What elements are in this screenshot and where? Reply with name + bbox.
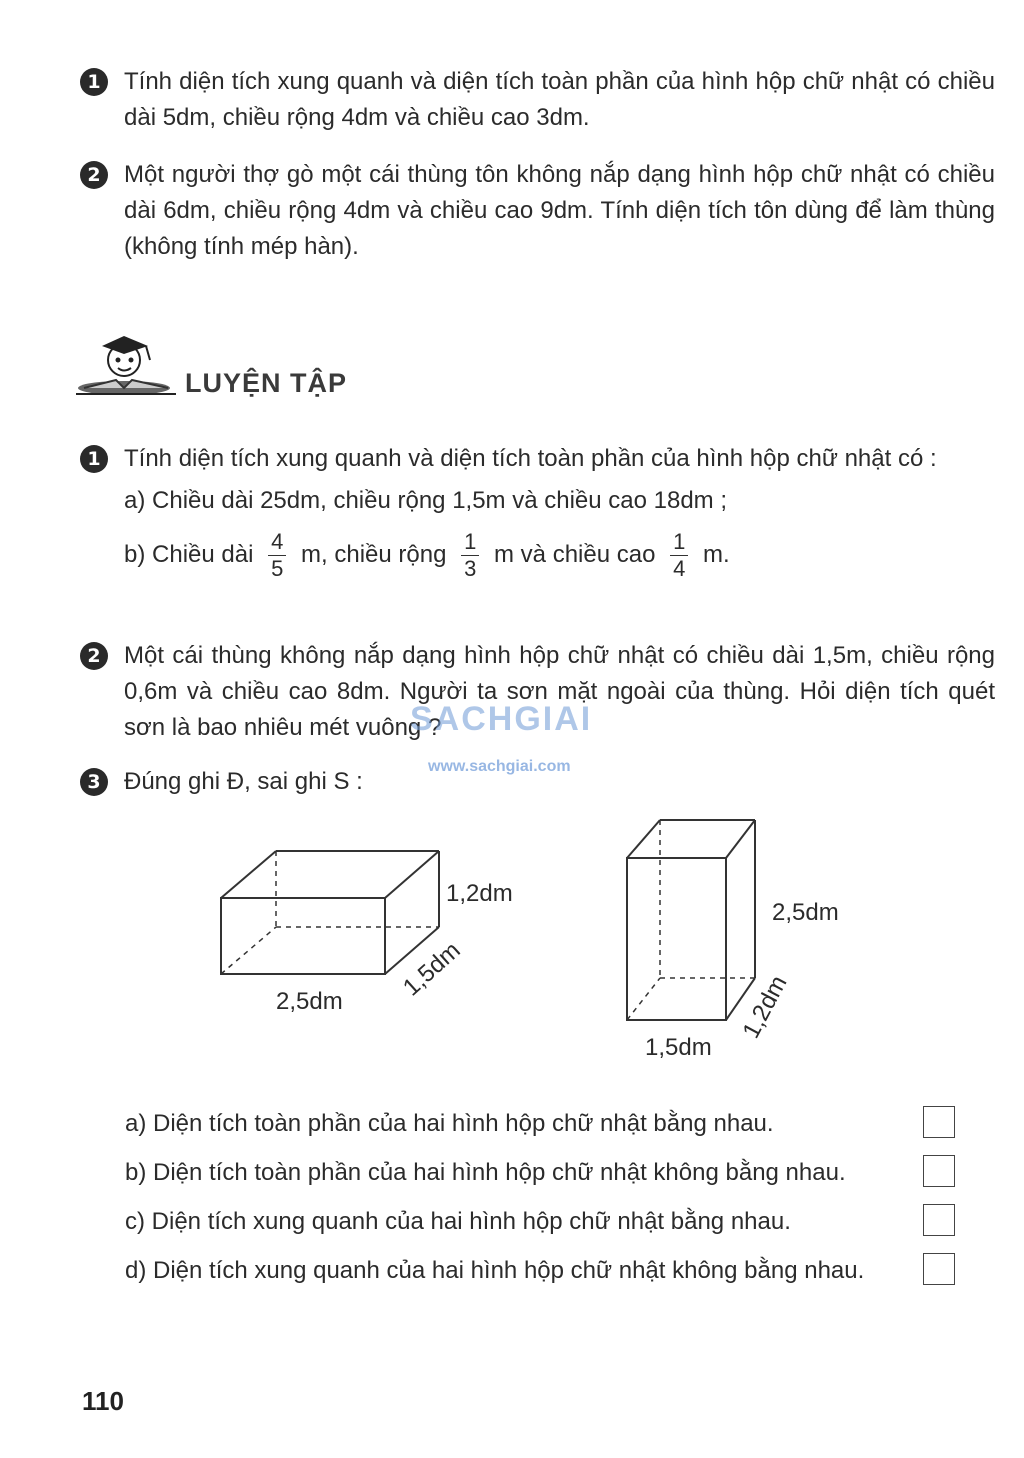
answer-box[interactable] (923, 1204, 955, 1236)
exercise-text: Đúng ghi Đ, sai ghi S : (124, 768, 363, 795)
part-b-suffix: m. (703, 540, 730, 568)
fraction-numerator: 1 (464, 529, 477, 554)
answer-box[interactable] (923, 1106, 955, 1138)
statement-text: a) Diện tích toàn phần của hai hình hộp chữ nhật bằng nhau. (125, 1110, 774, 1137)
figure2-height-label: 2,5dm (772, 899, 839, 926)
statement-row (125, 1153, 955, 1202)
part-b-text-3: m và chiều cao (494, 540, 656, 568)
figure1-width-label: 1,5dm (397, 936, 466, 1002)
watermark-brand: SACHGIAI (410, 700, 593, 738)
answer-box[interactable] (923, 1253, 955, 1285)
fraction-denominator: 5 (268, 555, 286, 582)
exercise-number-badge: 1 (80, 68, 108, 96)
box-figure-2 (627, 820, 755, 1020)
watermark-url: www.sachgiai.com (428, 758, 571, 775)
figure2-length-label: 1,5dm (645, 1034, 712, 1061)
statement-text: d) Diện tích xung quanh của hai hình hộp chữ nhật không bằng nhau. (125, 1257, 865, 1284)
statement-row (125, 1251, 955, 1300)
part-b-text-2: m, chiều rộng (301, 540, 447, 568)
page-number: 110 (82, 1386, 124, 1416)
fraction-numerator: 4 (271, 529, 284, 554)
statement-text: b) Diện tích toàn phần của hai hình hộp chữ nhật không bằng nhau. (125, 1159, 846, 1186)
statement-row (125, 1202, 955, 1251)
exercise-text: Tính diện tích xung quanh và diện tích toàn phần của hình hộp chữ nhật có chiều dài 5dm, chiều rộng 4dm và chiều cao 3dm. (124, 68, 995, 131)
statement-list (125, 1104, 955, 1300)
exercise-text: Một người thợ gò một cái thùng tôn không nắp dạng hình hộp chữ nhật có chiều dài 6dm, chiều rộng 4dm và chiều cao 9dm. Tính diện tích tôn dùng để làm thùng (không tính mép hàn). (124, 161, 995, 260)
fraction-numerator: 1 (673, 529, 686, 554)
fraction-denominator: 3 (461, 555, 479, 582)
statement-text: c) Diện tích xung quanh của hai hình hộp chữ nhật bằng nhau. (125, 1208, 791, 1235)
section-title: LUYỆN TẬP (185, 368, 348, 398)
exercise-number-badge: 2 (80, 642, 108, 670)
exercise-part-a: a) Chiều dài 25dm, chiều rộng 1,5m và chiều cao 18dm ; (124, 487, 728, 514)
figure2-width-label: 1,2dm (737, 971, 793, 1043)
fraction-denominator: 4 (670, 555, 688, 582)
part-b-prefix: b) Chiều dài (124, 540, 254, 568)
box-figure-1 (221, 851, 439, 974)
exercise-text: Tính diện tích xung quanh và diện tích toàn phần của hình hộp chữ nhật có : (124, 445, 937, 472)
exercise-number-badge: 2 (80, 161, 108, 189)
answer-box[interactable] (923, 1155, 955, 1187)
exercise-text: Một cái thùng không nắp dạng hình hộp chữ nhật có chiều dài 1,5m, chiều rộng 0,6m và chiều cao 8dm. Người ta sơn mặt ngoài của thùng. Hỏi diện tích quét sơn là bao nhiêu mét vuông ? (124, 642, 995, 741)
figure1-height-label: 1,2dm (446, 880, 513, 907)
exercise-number-badge: 1 (80, 445, 108, 473)
figure1-length-label: 2,5dm (276, 988, 343, 1015)
exercise-number-badge: 3 (80, 768, 108, 796)
statement-row (125, 1104, 955, 1153)
